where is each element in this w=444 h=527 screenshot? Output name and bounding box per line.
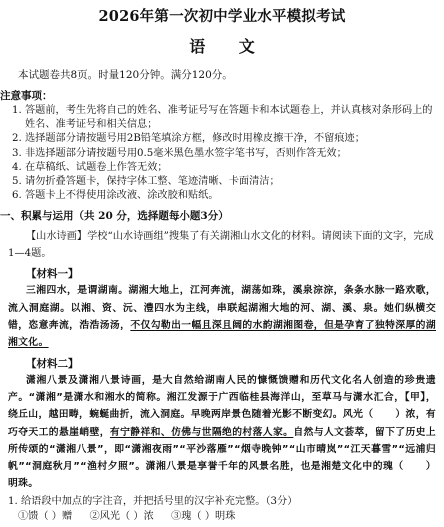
subject-title: 语 文 bbox=[189, 37, 269, 56]
material-1-text-a: 三湘四水，是谓湖南。湖湘大地上，江河奔流，湖荡如珠，溪泉淙淙，条条水脉一路欢歌，流入洞庭湖。以湘、资、沅、澧四水为主线，串联起湖湘大地的河、湖、溪、泉。她们纵横交错，恣意奔流，浩浩汤汤， bbox=[8, 285, 436, 332]
question-1-option-3: ③瑰（ ）明珠 bbox=[171, 510, 236, 522]
material-2-underlined-sentence: 有宁静祥和、仿佛与世隔绝的村落人家。 bbox=[109, 426, 294, 438]
notice-item: 5. 请勿折叠答题卡，保持字体工整、笔迹清晰、卡面清洁； bbox=[12, 176, 280, 188]
notice-list bbox=[8, 104, 436, 203]
question-1: 1. 给语段中加点的字注音，并把括号里的汉字补充完整。（3分） bbox=[8, 495, 298, 507]
material-2-label: 【材料二】 bbox=[26, 357, 79, 370]
material-2-text bbox=[8, 372, 436, 493]
material-2-text-b: ）浓，有巧夺天工的悬崖峭壁， bbox=[8, 409, 436, 438]
material-2-text-c: 自然与人文荟萃，留下了历史上所传颂的“潇湘八景”，即“潇湘夜雨”“平沙落雁”“烟寺晚钟”“山市晴岚”“江天暮雪”“远浦归帆”“洞庭秋月”“渔村夕照”。潇湘八景是享誉千年的风景名胜，也是湘楚文化中的瑰（ bbox=[8, 426, 437, 473]
material-1-text bbox=[8, 282, 436, 351]
section-intro: 【山水诗画】学校“山水诗画组”搜集了有关湖湘山水文化的材料。请阅读下面的文字，完成1—4题。 bbox=[8, 231, 434, 260]
question-1-option-1: ①馈（ ）赠 bbox=[18, 510, 73, 522]
notice-item: 1. 答题前，考生先将自己的姓名、准考证号写在答题卡和本试题卷上，并认真核对条形码上的姓名、准考证号和相关信息； bbox=[12, 105, 433, 131]
material-1-underlined-sentence: 不仅勾勒出一幅且深且阔的水韵湖湘图卷，但是孕育了独特深厚的湖湘文化。 bbox=[8, 320, 437, 349]
question-1-options bbox=[8, 509, 436, 524]
exam-title: 2026年第一次初中学业水平模拟考试 bbox=[98, 8, 346, 25]
question-1-option-2: ②风光（ ）浓 bbox=[89, 510, 154, 522]
exam-info: 本试题卷共8页。时量120分钟。满分120分。 bbox=[18, 69, 233, 81]
notice-item: 3. 非选择题部分请按题号用0.5毫米黑色墨水签字笔书写，否则作答无效； bbox=[12, 147, 347, 159]
notice-heading: 注意事项： bbox=[0, 90, 53, 102]
section-heading: 一、积累与运用（共 20 分，选择题每小题3分） bbox=[0, 210, 229, 223]
material-1-label: 【材料一】 bbox=[26, 268, 79, 281]
notice-item: 2. 选择题部分请按题号用2B铅笔填涂方框，修改时用橡皮擦干净，不留痕迹； bbox=[12, 133, 365, 145]
notice-item: 4. 在草稿纸、试题卷上作答无效； bbox=[12, 161, 168, 173]
material-2-text-a: 潇湘八景及潇湘八景诗画，是大自然给湖南人民的慷慨馈赠和历代文化名人创造的珍贵遗产。“潇湘”是潇水和湘水的简称。湘江发源于广西临桂县海洋山，至草马与潇水汇合，【甲】，绕丘山，越田畴，蜿蜒曲折，流入洞庭。早晚两岸景色随着光影不断变幻。风光（ bbox=[8, 374, 436, 421]
notice-item: 6. 答题卡上不得使用涂改液、涂改胶和贴纸。 bbox=[12, 190, 219, 202]
material-2-text-d: ）明珠。 bbox=[8, 461, 436, 490]
